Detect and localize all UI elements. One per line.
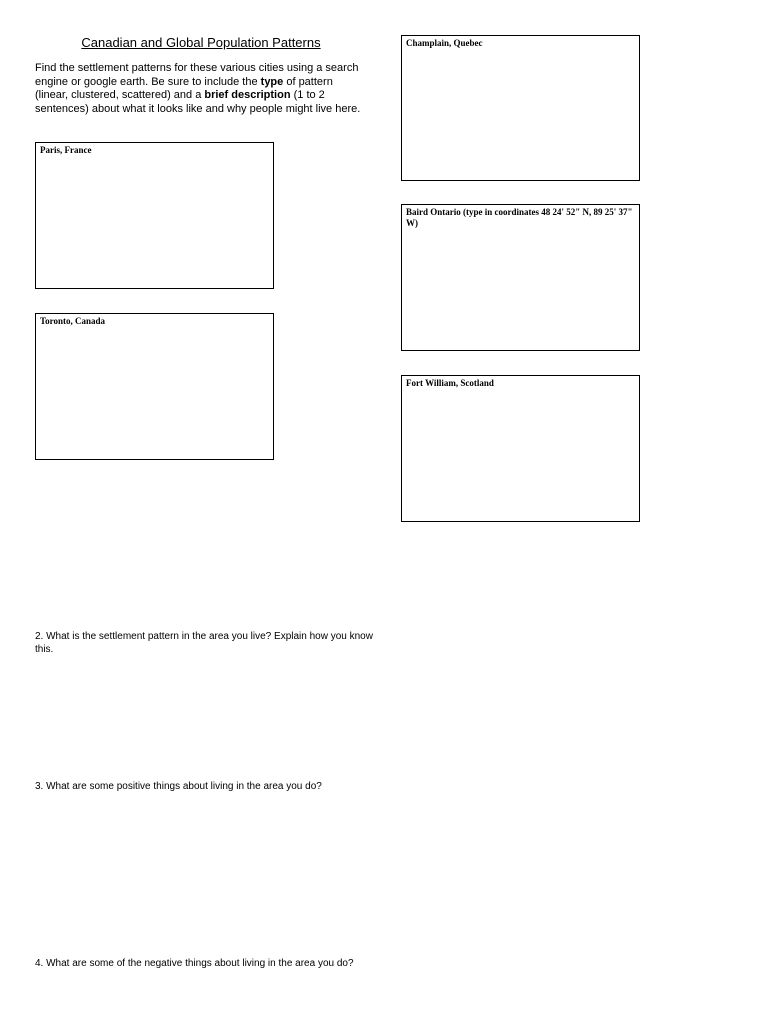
answer-box-baird <box>401 204 640 351</box>
instructions-text-3: (1 to 2 sentences) about what it looks like and why people might live here. <box>35 89 361 115</box>
box-label-paris: Paris, France <box>40 145 92 155</box>
instructions-bold-description: brief description <box>204 89 291 102</box>
instructions-paragraph <box>35 62 365 116</box>
answer-box-fort-william <box>401 375 640 522</box>
box-label-toronto: Toronto, Canada <box>40 316 106 326</box>
box-label-champlain: Champlain, Quebec <box>406 38 483 48</box>
instructions-bold-type: type <box>260 75 284 88</box>
page-title: Canadian and Global Population Patterns <box>81 35 321 50</box>
instructions-text-2: of pattern (linear, clustered, scattered) and a <box>35 75 333 102</box>
box-label-fort-william: Fort William, Scotland <box>406 378 494 388</box>
question-3: 3. What are some positive things about living in the area you do? <box>35 781 322 792</box>
question-2: 2. What is the settlement pattern in the area you live? Explain how you know this. <box>35 631 373 655</box>
answer-box-champlain <box>401 35 640 181</box>
answer-box-paris <box>35 142 274 289</box>
instructions-text-1: Find the settlement patterns for these various cities using a search engine or google earth. Be sure to include the <box>35 62 359 88</box>
question-4: 4. What are some of the negative things about living in the area you do? <box>35 958 354 969</box>
box-label-baird: Baird Ontario (type in coordinates 48 24' 52" N, 89 25' 37" W) <box>406 207 633 228</box>
answer-box-toronto <box>35 313 274 460</box>
